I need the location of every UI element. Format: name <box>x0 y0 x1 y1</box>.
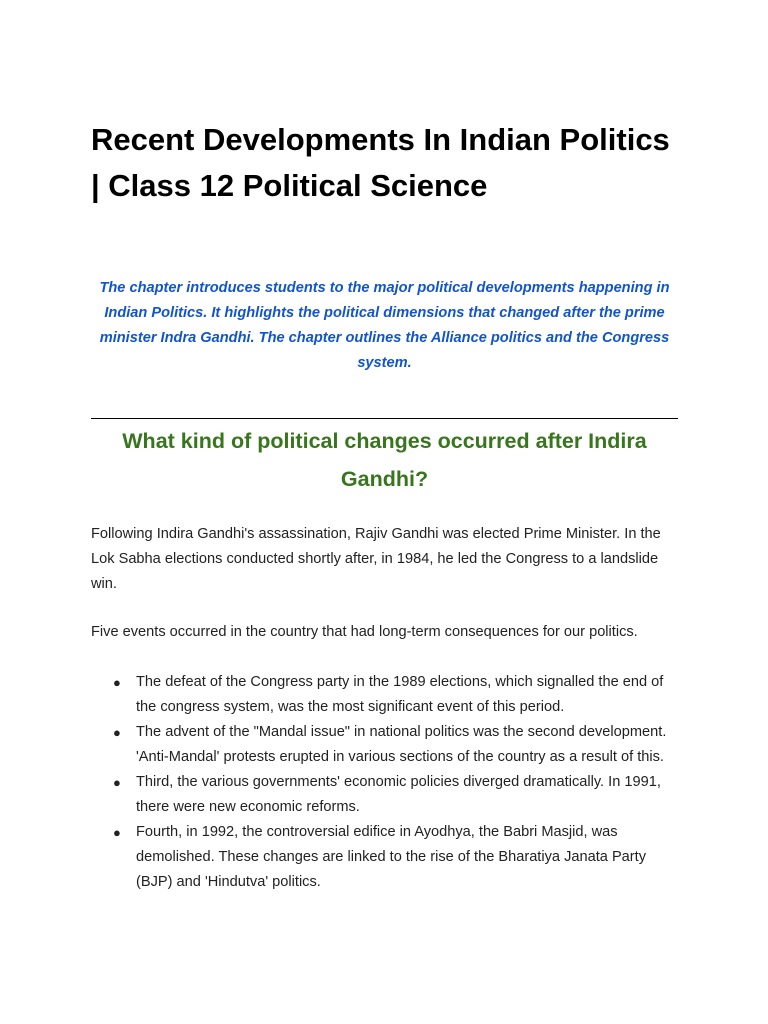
section-heading: What kind of political changes occurred after Indira Gandhi? <box>122 429 647 491</box>
list-item-text: Fourth, in 1992, the controversial edifice in Ayodhya, the Babri Masjid, was demolished. These changes are linked to the rise of the Bharatiya Janata Party (BJP) and 'Hindutva' politics. <box>136 824 647 890</box>
paragraph-five-events: Five events occurred in the country that had long-term consequences for our politics. <box>91 624 638 640</box>
list-item <box>91 820 681 895</box>
list-item <box>91 670 681 720</box>
bullet-icon: ● <box>113 775 121 790</box>
list-item-text: The defeat of the Congress party in the 1989 elections, which signalled the end of the congress system, was the most significant event of this period. <box>136 674 664 715</box>
bullet-icon: ● <box>113 825 121 840</box>
list-item-text: The advent of the "Mandal issue" in national politics was the second development. 'Anti-Mandal' protests erupted in various sections of the country as a result of this. <box>136 724 667 765</box>
bullet-icon: ● <box>113 675 121 690</box>
bullet-icon: ● <box>113 725 121 740</box>
list-item <box>91 770 681 820</box>
horizontal-divider <box>91 418 678 419</box>
list-item-text: Third, the various governments' economic policies diverged dramatically. In 1991, there were new economic reforms. <box>136 774 661 815</box>
chapter-intro: The chapter introduces students to the major political developments happening in Indian Politics. It highlights the political dimensions that changed after the prime minister Indra Gandhi. The chapter outlines the Alliance politics and the Congress system. <box>99 280 670 371</box>
list-item <box>91 720 681 770</box>
events-list <box>91 670 681 895</box>
document-title: Recent Developments In Indian Politics | Class 12 Political Science <box>91 122 670 203</box>
paragraph-assassination: Following Indira Gandhi's assassination, Rajiv Gandhi was elected Prime Minister. In the Lok Sabha elections conducted shortly after, in 1984, he led the Congress to a landslide win. <box>91 526 661 592</box>
